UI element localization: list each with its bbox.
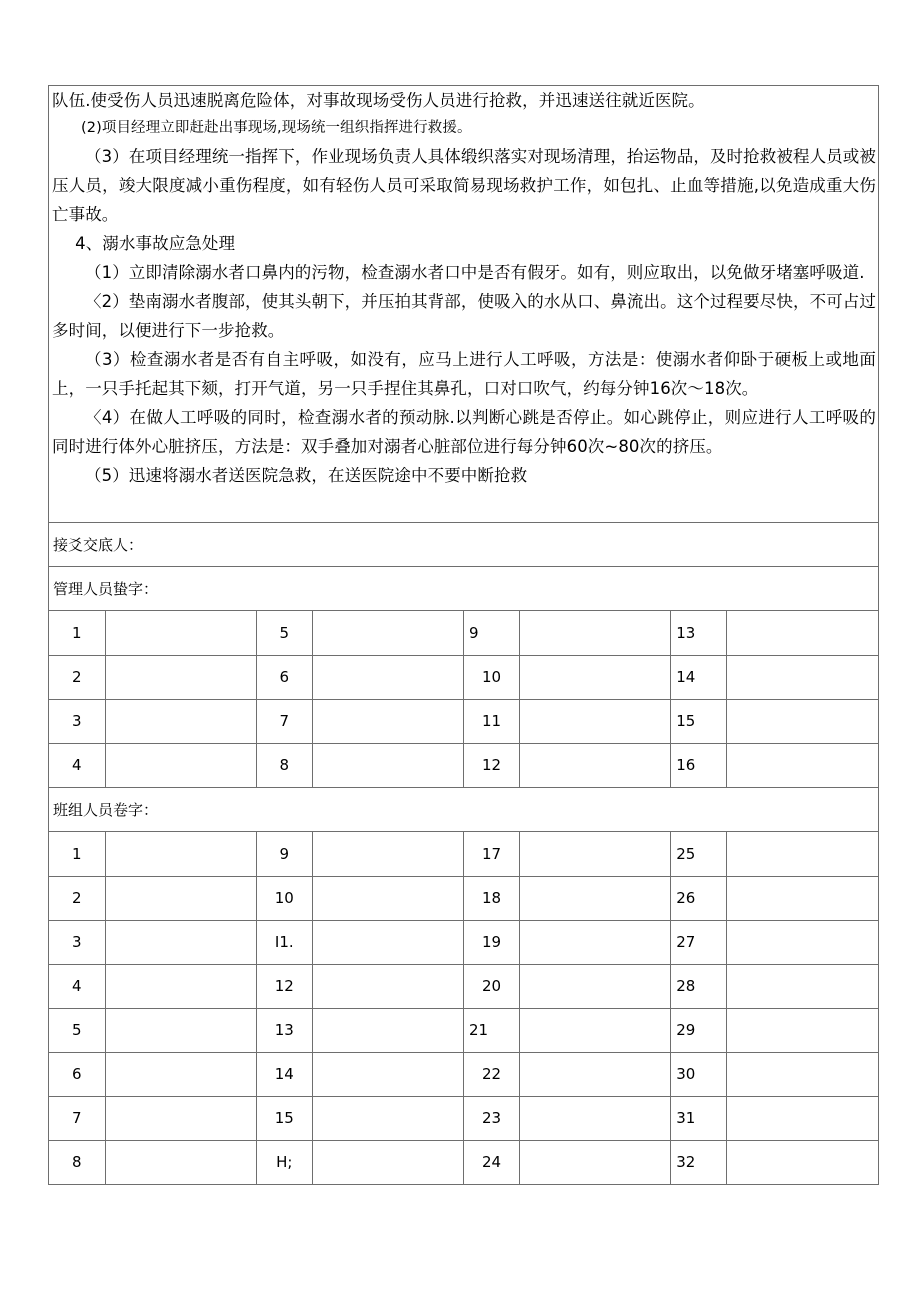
cell-number: 27 <box>671 920 727 964</box>
cell-number: 21 <box>463 1008 519 1052</box>
table-row <box>49 743 878 787</box>
cell-signature-blank[interactable] <box>727 964 878 1008</box>
cell-signature-blank[interactable] <box>105 1096 256 1140</box>
cell-number: 8 <box>49 1140 105 1184</box>
body-text-block <box>49 86 878 523</box>
paragraph-5: （1）立即清除溺水者口鼻内的污物，检查溺水者口中是否有假牙。如有，则应取出，以免做牙堵塞呼吸道. <box>85 263 865 282</box>
table-row <box>49 964 878 1008</box>
cell-number: 23 <box>463 1096 519 1140</box>
cell-signature-blank[interactable] <box>520 832 671 876</box>
cell-number: I1. <box>256 920 312 964</box>
cell-number: 6 <box>256 655 312 699</box>
cell-number: 24 <box>463 1140 519 1184</box>
cell-signature-blank[interactable] <box>105 1052 256 1096</box>
cell-signature-blank[interactable] <box>312 611 463 655</box>
table-row <box>49 832 878 876</box>
cell-number: 32 <box>671 1140 727 1184</box>
manager-signature-grid-wrapper <box>49 611 878 788</box>
cell-signature-blank[interactable] <box>105 699 256 743</box>
cell-signature-blank[interactable] <box>105 1008 256 1052</box>
cell-number: H; <box>256 1140 312 1184</box>
cell-number: 28 <box>671 964 727 1008</box>
cell-number: 22 <box>463 1052 519 1096</box>
cell-signature-blank[interactable] <box>727 699 878 743</box>
cell-number: 11 <box>463 699 519 743</box>
cell-signature-blank[interactable] <box>727 1008 878 1052</box>
cell-signature-blank[interactable] <box>520 1008 671 1052</box>
cell-signature-blank[interactable] <box>520 920 671 964</box>
table-row <box>49 920 878 964</box>
cell-number: 9 <box>463 611 519 655</box>
table-row <box>49 655 878 699</box>
receiver-signature-label: 接爻交底人： <box>53 536 144 554</box>
cell-number: 17 <box>463 832 519 876</box>
cell-number: 31 <box>671 1096 727 1140</box>
manager-signature-row[interactable] <box>49 567 878 611</box>
cell-signature-blank[interactable] <box>520 699 671 743</box>
cell-number: 26 <box>671 876 727 920</box>
cell-signature-blank[interactable] <box>312 964 463 1008</box>
cell-number: 14 <box>671 655 727 699</box>
cell-signature-blank[interactable] <box>312 1008 463 1052</box>
team-signature-grid-wrapper <box>49 832 878 1184</box>
cell-number: 5 <box>256 611 312 655</box>
cell-number: 29 <box>671 1008 727 1052</box>
cell-signature-blank[interactable] <box>727 611 878 655</box>
cell-number: 12 <box>256 964 312 1008</box>
table-row <box>49 611 878 655</box>
paragraph-8: 〈4）在做人工呼吸的同时，检查溺水者的预动脉.以判断心跳是否停止。如心跳停止，则应进行人工呼吸的同时进行体外心脏挤压，方法是：双手叠加对溺者心脏部位进行每分钟60次~80次的挤压。 <box>52 408 876 456</box>
cell-number: 10 <box>463 655 519 699</box>
cell-signature-blank[interactable] <box>520 743 671 787</box>
cell-signature-blank[interactable] <box>520 1140 671 1184</box>
cell-signature-blank[interactable] <box>312 1140 463 1184</box>
cell-number: 4 <box>49 964 105 1008</box>
table-row <box>49 699 878 743</box>
cell-number: 10 <box>256 876 312 920</box>
cell-signature-blank[interactable] <box>520 876 671 920</box>
paragraph-3: （3）在项目经理统一指挥下，作业现场负责人具体缎织落实对现场清理，抬运物品，及时抢救被程人员或被压人员，竣大限度减小重伤程度，如有轻伤人员可采取简易现场救护工作，如包扎、止血等措施,以免造成重大伤亡事故。 <box>52 147 876 224</box>
cell-signature-blank[interactable] <box>312 655 463 699</box>
cell-number: 15 <box>256 1096 312 1140</box>
cell-number: 1 <box>49 832 105 876</box>
cell-signature-blank[interactable] <box>312 1052 463 1096</box>
cell-signature-blank[interactable] <box>520 655 671 699</box>
table-row <box>49 1052 878 1096</box>
paragraph-9: （5）迅速将溺水者送医院急救，在送医院途中不要中断抢救 <box>85 466 528 485</box>
cell-number: 3 <box>49 920 105 964</box>
cell-number: 4 <box>49 743 105 787</box>
cell-number: 14 <box>256 1052 312 1096</box>
cell-number: 13 <box>256 1008 312 1052</box>
paragraph-2: (2)项目经理立即赶赴出事现场,现场统一组织指挥进行救援。 <box>81 120 472 136</box>
receiver-signature-row[interactable] <box>49 523 878 567</box>
cell-signature-blank[interactable] <box>727 1052 878 1096</box>
cell-signature-blank[interactable] <box>520 1096 671 1140</box>
cell-number: 16 <box>671 743 727 787</box>
cell-number: 30 <box>671 1052 727 1096</box>
table-row <box>49 1096 878 1140</box>
cell-number: 7 <box>256 699 312 743</box>
cell-signature-blank[interactable] <box>312 876 463 920</box>
cell-signature-blank[interactable] <box>727 1096 878 1140</box>
cell-signature-blank[interactable] <box>105 611 256 655</box>
cell-signature-blank[interactable] <box>105 832 256 876</box>
paragraph-6: 〈2）垫南溺水者腹部，使其头朝下，并压拍其背部，使吸入的水从口、鼻流出。这个过程要尽快，不可占过多时间，以便进行下一步抢救。 <box>52 292 876 340</box>
team-signature-grid <box>49 832 878 1184</box>
paragraph-7: （3）检查溺水者是否有自主呼吸，如没有，应马上进行人工呼吸，方法是：使溺水者仰卧于硬板上或地面上，一只手托起其下颏，打开气道，另一只手捏住其鼻孔，口对口吹气，约每分钟16次～18次。 <box>52 350 876 398</box>
paragraph-4-heading: 4、溺水事故应急处理 <box>75 234 236 253</box>
cell-signature-blank[interactable] <box>520 964 671 1008</box>
cell-number: 8 <box>256 743 312 787</box>
cell-number: 1 <box>49 611 105 655</box>
cell-number: 12 <box>463 743 519 787</box>
cell-number: 13 <box>671 611 727 655</box>
cell-number: 7 <box>49 1096 105 1140</box>
cell-signature-blank[interactable] <box>727 1140 878 1184</box>
table-row <box>49 876 878 920</box>
cell-signature-blank[interactable] <box>312 1096 463 1140</box>
cell-number: 15 <box>671 699 727 743</box>
cell-signature-blank[interactable] <box>727 743 878 787</box>
cell-number: 2 <box>49 655 105 699</box>
cell-signature-blank[interactable] <box>312 743 463 787</box>
cell-number: 2 <box>49 876 105 920</box>
cell-number: 19 <box>463 920 519 964</box>
cell-signature-blank[interactable] <box>105 743 256 787</box>
cell-signature-blank[interactable] <box>105 876 256 920</box>
manager-signature-grid <box>49 611 878 787</box>
table-row <box>49 1140 878 1184</box>
cell-signature-blank[interactable] <box>520 611 671 655</box>
cell-signature-blank[interactable] <box>727 655 878 699</box>
manager-signature-label: 管理人员蛰字： <box>53 580 159 598</box>
cell-number: 5 <box>49 1008 105 1052</box>
document-frame <box>48 85 879 1185</box>
cell-signature-blank[interactable] <box>520 1052 671 1096</box>
cell-number: 3 <box>49 699 105 743</box>
cell-signature-blank[interactable] <box>105 1140 256 1184</box>
team-signature-label: 班组人员卷字： <box>53 801 159 819</box>
cell-signature-blank[interactable] <box>727 876 878 920</box>
cell-number: 18 <box>463 876 519 920</box>
cell-signature-blank[interactable] <box>312 699 463 743</box>
paragraph-1: 队伍.使受伤人员迅速脱离危险体，对事故现场受伤人员进行抢救，并迅速送往就近医院。 <box>52 91 705 110</box>
team-signature-row[interactable] <box>49 788 878 832</box>
cell-number: 25 <box>671 832 727 876</box>
cell-signature-blank[interactable] <box>105 920 256 964</box>
cell-number: 6 <box>49 1052 105 1096</box>
cell-number: 9 <box>256 832 312 876</box>
cell-signature-blank[interactable] <box>312 832 463 876</box>
cell-signature-blank[interactable] <box>727 920 878 964</box>
table-row <box>49 1008 878 1052</box>
cell-signature-blank[interactable] <box>105 964 256 1008</box>
cell-signature-blank[interactable] <box>312 920 463 964</box>
cell-signature-blank[interactable] <box>105 655 256 699</box>
cell-signature-blank[interactable] <box>727 832 878 876</box>
cell-number: 20 <box>463 964 519 1008</box>
